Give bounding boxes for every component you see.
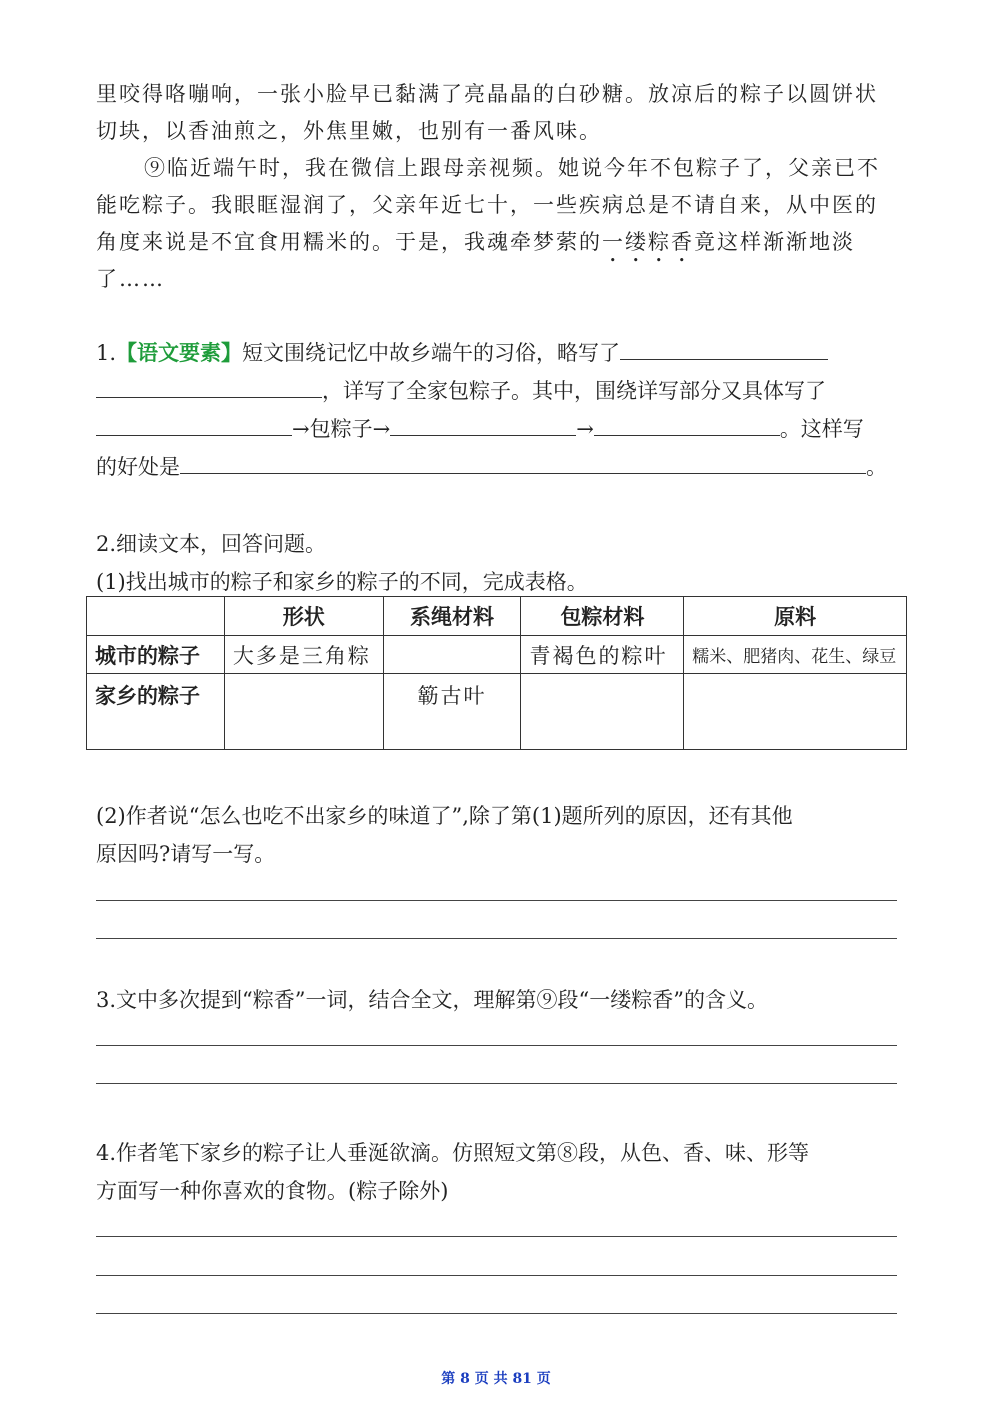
passage-line: 里咬得咯嘣响，一张小脸早已黏满了亮晶晶的白砂糖。放凉后的粽子以圆饼状 xyxy=(96,82,878,106)
table-cell[interactable] xyxy=(684,674,907,750)
answer-blank[interactable] xyxy=(390,413,576,436)
table-cell[interactable]: 青褐色的粽叶 xyxy=(521,636,684,674)
answer-line[interactable] xyxy=(96,1045,897,1046)
answer-blank[interactable] xyxy=(620,337,828,360)
arrow-text: → xyxy=(576,417,594,441)
row-header: 家乡的粽子 xyxy=(87,674,225,750)
answer-blank[interactable] xyxy=(594,413,780,436)
passage-line: 了…… xyxy=(96,267,165,291)
passage-line xyxy=(96,226,855,267)
answer-line[interactable] xyxy=(96,1083,897,1084)
table-cell[interactable]: 簕古叶 xyxy=(383,674,521,750)
question-text: ，详写了全家包粽子。其中，围绕详写部分又具体写了 xyxy=(322,379,826,403)
table-cell[interactable] xyxy=(224,674,383,750)
row-header: 城市的粽子 xyxy=(87,636,225,674)
question-1 xyxy=(96,337,828,367)
question-number: 1. xyxy=(96,341,117,365)
question-2-sub-2-line-2: 原因吗?请写一写。 xyxy=(96,842,276,866)
arrow-text: →包粽子→ xyxy=(292,417,391,441)
question-3: 3.文中多次提到“粽香”一词，结合全文，理解第⑨段“一缕粽香”的含义。 xyxy=(96,988,768,1012)
passage-text: 角度来说是不宜食用糯米的。于是，我魂牵梦萦的 xyxy=(96,230,602,254)
table-header xyxy=(87,597,225,636)
answer-line[interactable] xyxy=(96,1275,897,1276)
table-cell[interactable] xyxy=(383,636,521,674)
table-header: 包粽材料 xyxy=(521,597,684,636)
question-1-line-4 xyxy=(96,451,887,481)
answer-line[interactable] xyxy=(96,1236,897,1237)
answer-blank[interactable] xyxy=(180,451,866,474)
question-2-title: 2.细读文本，回答问题。 xyxy=(96,532,327,556)
question-1-line-3 xyxy=(96,413,864,443)
answer-line[interactable] xyxy=(96,900,897,901)
question-text: 。这样写 xyxy=(779,417,864,441)
table-row xyxy=(87,636,907,674)
passage-paragraph-9: ⑨临近端午时，我在微信上跟母亲视频。她说今年不包粽子了，父亲已不 xyxy=(144,156,880,180)
passage-line: 能吃粽子。我眼眶湿润了，父亲年近七十，一些疾病总是不请自来，从中医的 xyxy=(96,193,878,217)
table-header: 原料 xyxy=(684,597,907,636)
passage-line: 切块，以香油煎之，外焦里嫩，也别有一番风味。 xyxy=(96,119,602,143)
question-text: 的好处是 xyxy=(96,455,180,479)
question-tag: 【语文要素】 xyxy=(116,340,243,365)
question-2-sub-2: (2)作者说“怎么也吃不出家乡的味道了”,除了第(1)题所列的原因，还有其他 xyxy=(96,804,793,828)
table-header: 形状 xyxy=(224,597,383,636)
question-text: 短文围绕记忆中故乡端午的习俗，略写了 xyxy=(242,341,621,365)
answer-line[interactable] xyxy=(96,938,897,939)
question-4-line-2: 方面写一种你喜欢的食物。(粽子除外) xyxy=(96,1179,449,1203)
comparison-table xyxy=(86,596,907,750)
table-cell[interactable]: 糯米、肥猪肉、花生、绿豆 xyxy=(684,636,907,674)
question-1-line-2 xyxy=(96,375,826,405)
table-cell[interactable] xyxy=(521,674,684,750)
table-row xyxy=(87,674,907,750)
answer-blank[interactable] xyxy=(96,413,292,436)
page-footer: 第 8 页 共 81 页 xyxy=(441,1371,551,1387)
question-4: 4.作者笔下家乡的粽子让人垂涎欲滴。仿照短文第⑧段，从色、香、味、形等 xyxy=(96,1141,810,1165)
answer-blank[interactable] xyxy=(96,375,322,398)
emphasized-phrase: 一缕粽香 xyxy=(602,230,694,254)
passage-text: 竟这样渐渐地淡 xyxy=(694,230,855,254)
table-header: 系绳材料 xyxy=(383,597,521,636)
table-header-row xyxy=(87,597,907,636)
question-2-sub-1: (1)找出城市的粽子和家乡的粽子的不同，完成表格。 xyxy=(96,570,588,594)
question-text: 。 xyxy=(866,455,887,479)
table-cell[interactable]: 大多是三角粽 xyxy=(224,636,383,674)
answer-line[interactable] xyxy=(96,1313,897,1314)
